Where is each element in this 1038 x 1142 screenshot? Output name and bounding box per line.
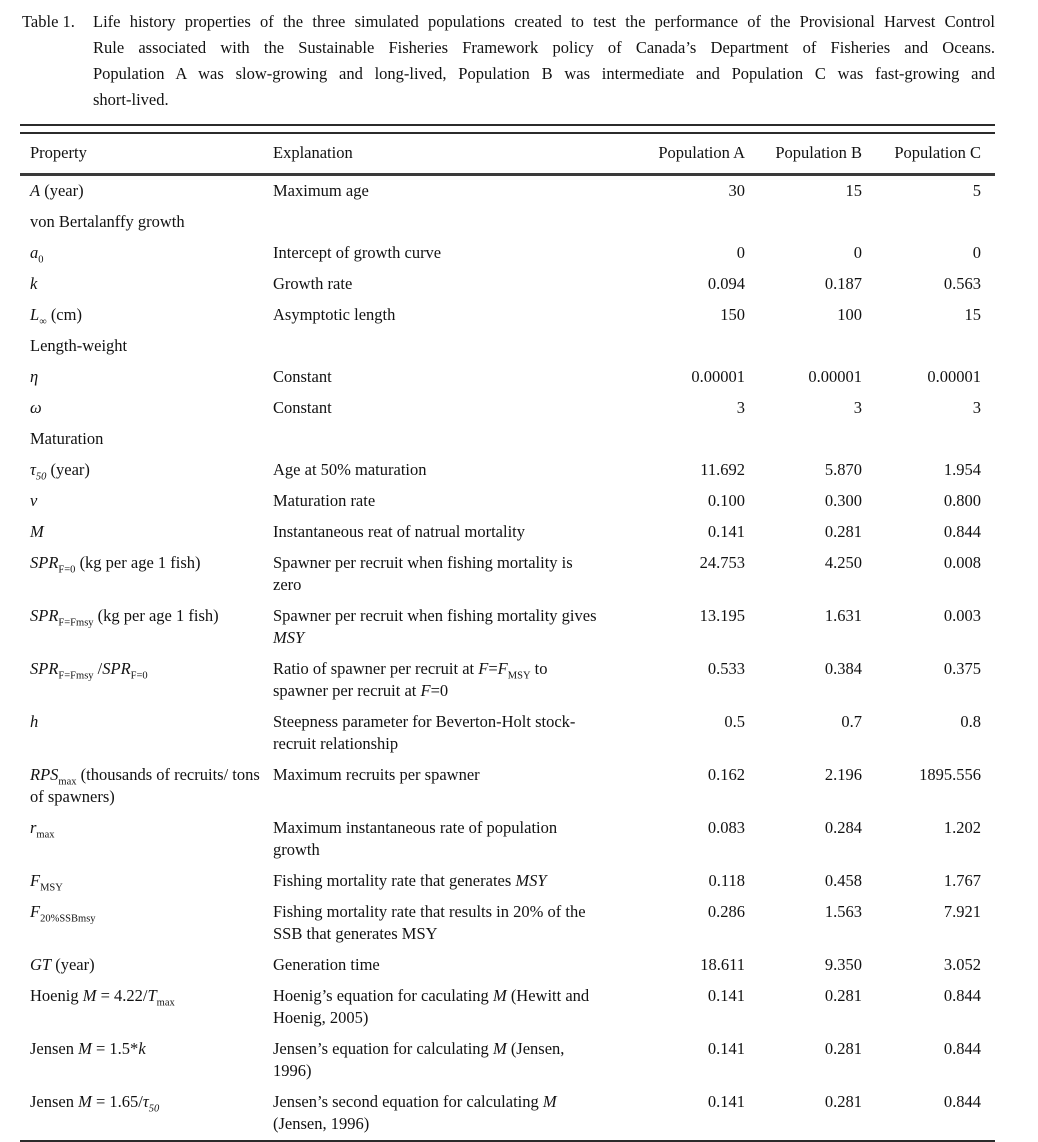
explanation-cell: Age at 50% maturation	[273, 460, 427, 479]
value-cell: 0.187	[824, 274, 862, 293]
explanation-cell: Fishing mortality rate that generates MSY	[273, 871, 547, 890]
value-cell: 0.533	[707, 659, 745, 678]
value-cell: 0.281	[824, 986, 862, 1005]
value-cell: 0.141	[707, 1039, 745, 1058]
explanation-cell: Asymptotic length	[273, 305, 396, 324]
table-row	[20, 238, 995, 269]
explanation-cell: Constant	[273, 398, 332, 417]
explanation-cell: Ratio of spawner per recruit at $F=F_{MSY}$ to spawner per recruit at F=0	[273, 659, 548, 700]
caption-line: short-lived.	[93, 90, 169, 109]
value-cell: 30	[728, 181, 745, 200]
value-cell: 0.008	[943, 553, 981, 572]
value-cell: 3.052	[943, 955, 981, 974]
table-row	[20, 548, 995, 601]
value-cell: 0.458	[824, 871, 862, 890]
table-row	[20, 455, 995, 486]
table-row	[20, 601, 995, 654]
explanation-cell: Maximum recruits per spawner	[273, 765, 480, 784]
table-row	[20, 1034, 995, 1087]
section-row	[20, 424, 995, 455]
value-cell: 0.100	[707, 491, 745, 510]
col-header-population-a: Population A	[633, 134, 745, 175]
table-row	[20, 362, 995, 393]
table-caption-text	[93, 9, 995, 113]
property-cell: $r_{max}$	[30, 818, 55, 841]
section-label: Maturation	[30, 429, 104, 448]
value-cell: 0.141	[707, 986, 745, 1005]
table-row	[20, 813, 995, 866]
value-cell: 1.202	[943, 818, 981, 837]
property-cell: $a_0$	[30, 243, 44, 266]
table-row	[20, 654, 995, 707]
table-row	[20, 175, 995, 208]
value-cell: 150	[720, 305, 745, 324]
property-cell: Jensen M = 1.5*k	[30, 1039, 146, 1058]
property-cell: $SPR_{F=Fmsy}$ $/SPR_{F=0}$	[30, 659, 148, 682]
value-cell: 0.844	[943, 1039, 981, 1058]
value-cell: 0.00001	[808, 367, 862, 386]
value-cell: 9.350	[824, 955, 862, 974]
value-cell: 0.141	[707, 522, 745, 541]
col-header-explanation: Explanation	[273, 134, 633, 175]
value-cell: 4.250	[824, 553, 862, 572]
property-cell: h	[30, 712, 39, 731]
value-cell: 0.118	[708, 871, 745, 890]
explanation-cell: Maximum age	[273, 181, 369, 200]
value-cell: 0.286	[707, 902, 745, 921]
property-cell: $F_{20\%SSBmsy}$	[30, 902, 96, 925]
property-cell: $SPR_{F=0}$ (kg per age 1 fish)	[30, 553, 201, 576]
value-cell: 0.281	[824, 522, 862, 541]
value-cell: 1895.556	[919, 765, 981, 784]
explanation-cell: Steepness parameter for Beverton-Holt stock-recruit relationship	[273, 712, 576, 753]
explanation-cell: Growth rate	[273, 274, 353, 293]
value-cell: 0.00001	[927, 367, 981, 386]
value-cell: 0.844	[943, 986, 981, 1005]
explanation-cell: Constant	[273, 367, 332, 386]
property-cell: Jensen $M = 1.65/\tau_{50}$	[30, 1092, 160, 1115]
property-cell: η	[30, 367, 39, 386]
value-cell: 0.8	[960, 712, 981, 731]
value-cell: 0.800	[943, 491, 981, 510]
value-cell: 0.375	[943, 659, 981, 678]
value-cell: 0.162	[707, 765, 745, 784]
value-cell: 0.384	[824, 659, 862, 678]
value-cell: 0.281	[824, 1092, 862, 1111]
explanation-cell: Jensen’s second equation for calculating M (Jensen, 1996)	[273, 1092, 557, 1133]
caption-line: Life history properties of the three simulated populations created to test the performance of the Provisional Harvest Control	[93, 12, 995, 31]
value-cell: 15	[845, 181, 862, 200]
value-cell: 0.563	[943, 274, 981, 293]
value-cell: 0.284	[824, 818, 862, 837]
explanation-cell: Fishing mortality rate that results in 20% of the SSB that generates MSY	[273, 902, 586, 943]
value-cell: 7.921	[943, 902, 981, 921]
value-cell: 1.563	[824, 902, 862, 921]
explanation-cell: Jensen’s equation for calculating M (Jensen, 1996)	[273, 1039, 565, 1080]
property-cell: $F_{MSY}$	[30, 871, 63, 894]
explanation-cell: Maximum instantaneous rate of population growth	[273, 818, 558, 859]
explanation-cell: Spawner per recruit when fishing mortality is zero	[273, 553, 573, 594]
table-row	[20, 981, 995, 1034]
property-cell: Hoenig $M = 4.22/T_{max}$	[30, 986, 175, 1009]
table-row	[20, 300, 995, 331]
value-cell: 0.00001	[691, 367, 745, 386]
table-row	[20, 760, 995, 813]
caption-line: Rule associated with the Sustainable Fisheries Framework policy of Canada’s Department of Fisheries and Oceans.	[93, 38, 995, 57]
data-table	[20, 134, 995, 1140]
property-cell: $SPR_{F=Fmsy}$ (kg per age 1 fish)	[30, 606, 219, 629]
property-cell: GT (year)	[30, 955, 95, 974]
table-row	[20, 950, 995, 981]
value-cell: 0.5	[724, 712, 745, 731]
value-cell: 0.300	[824, 491, 862, 510]
value-cell: 0.7	[841, 712, 862, 731]
property-cell: $L_\infty$ (cm)	[30, 305, 82, 328]
value-cell: 0.844	[943, 522, 981, 541]
table-header	[20, 134, 995, 175]
value-cell: 0	[736, 243, 745, 262]
property-cell: M	[30, 522, 44, 541]
col-header-population-c: Population C	[862, 134, 995, 175]
value-cell: 3	[736, 398, 745, 417]
property-cell: ω	[30, 398, 42, 417]
value-cell: 1.631	[824, 606, 862, 625]
caption-line: Population A was slow-growing and long-lived, Population B was intermediate and Population C was fast-growing and	[93, 64, 995, 83]
data-table-container	[20, 124, 995, 1142]
table-caption	[0, 0, 1038, 113]
value-cell: 0	[853, 243, 862, 262]
section-label: Length-weight	[30, 336, 128, 355]
property-cell: ν	[30, 491, 38, 510]
table-row	[20, 486, 995, 517]
value-cell: 5	[972, 181, 981, 200]
table-row	[20, 269, 995, 300]
property-cell: $\tau_{50}$ (year)	[30, 460, 90, 483]
explanation-cell: Intercept of growth curve	[273, 243, 442, 262]
property-cell: A (year)	[30, 181, 84, 200]
value-cell: 1.767	[943, 871, 981, 890]
value-cell: 0.094	[707, 274, 745, 293]
value-cell: 3	[853, 398, 862, 417]
property-cell: k	[30, 274, 38, 293]
section-row	[20, 331, 995, 362]
value-cell: 13.195	[699, 606, 745, 625]
table-row	[20, 707, 995, 760]
value-cell: 0.003	[943, 606, 981, 625]
table-row	[20, 1087, 995, 1140]
table-caption-label: Table 1.	[22, 12, 75, 31]
value-cell: 0.844	[943, 1092, 981, 1111]
property-cell: $RPS_{max}$ (thousands of recruits/ tons of spawners)	[30, 765, 260, 806]
header-row	[20, 134, 995, 175]
col-header-property: Property	[20, 134, 273, 175]
value-cell: 0.083	[707, 818, 745, 837]
section-label: von Bertalanffy growth	[30, 212, 185, 231]
value-cell: 0.281	[824, 1039, 862, 1058]
value-cell: 5.870	[824, 460, 862, 479]
value-cell: 2.196	[824, 765, 862, 784]
table-row	[20, 517, 995, 548]
value-cell: 11.692	[700, 460, 745, 479]
value-cell: 24.753	[699, 553, 745, 572]
table-row	[20, 866, 995, 897]
explanation-cell: Maturation rate	[273, 491, 376, 510]
value-cell: 0	[972, 243, 981, 262]
value-cell: 0.141	[707, 1092, 745, 1111]
table-row	[20, 393, 995, 424]
col-header-population-b: Population B	[745, 134, 862, 175]
table-row	[20, 897, 995, 950]
explanation-cell: Spawner per recruit when fishing mortality gives MSY	[273, 606, 597, 647]
value-cell: 18.611	[700, 955, 745, 974]
explanation-cell: Hoenig’s equation for caculating M (Hewitt and Hoenig, 2005)	[273, 986, 590, 1027]
value-cell: 100	[837, 305, 862, 324]
explanation-cell: Instantaneous reat of natrual mortality	[273, 522, 525, 541]
table-body	[20, 175, 995, 1141]
explanation-cell: Generation time	[273, 955, 380, 974]
value-cell: 3	[972, 398, 981, 417]
value-cell: 1.954	[943, 460, 981, 479]
value-cell: 15	[964, 305, 981, 324]
section-row	[20, 207, 995, 238]
